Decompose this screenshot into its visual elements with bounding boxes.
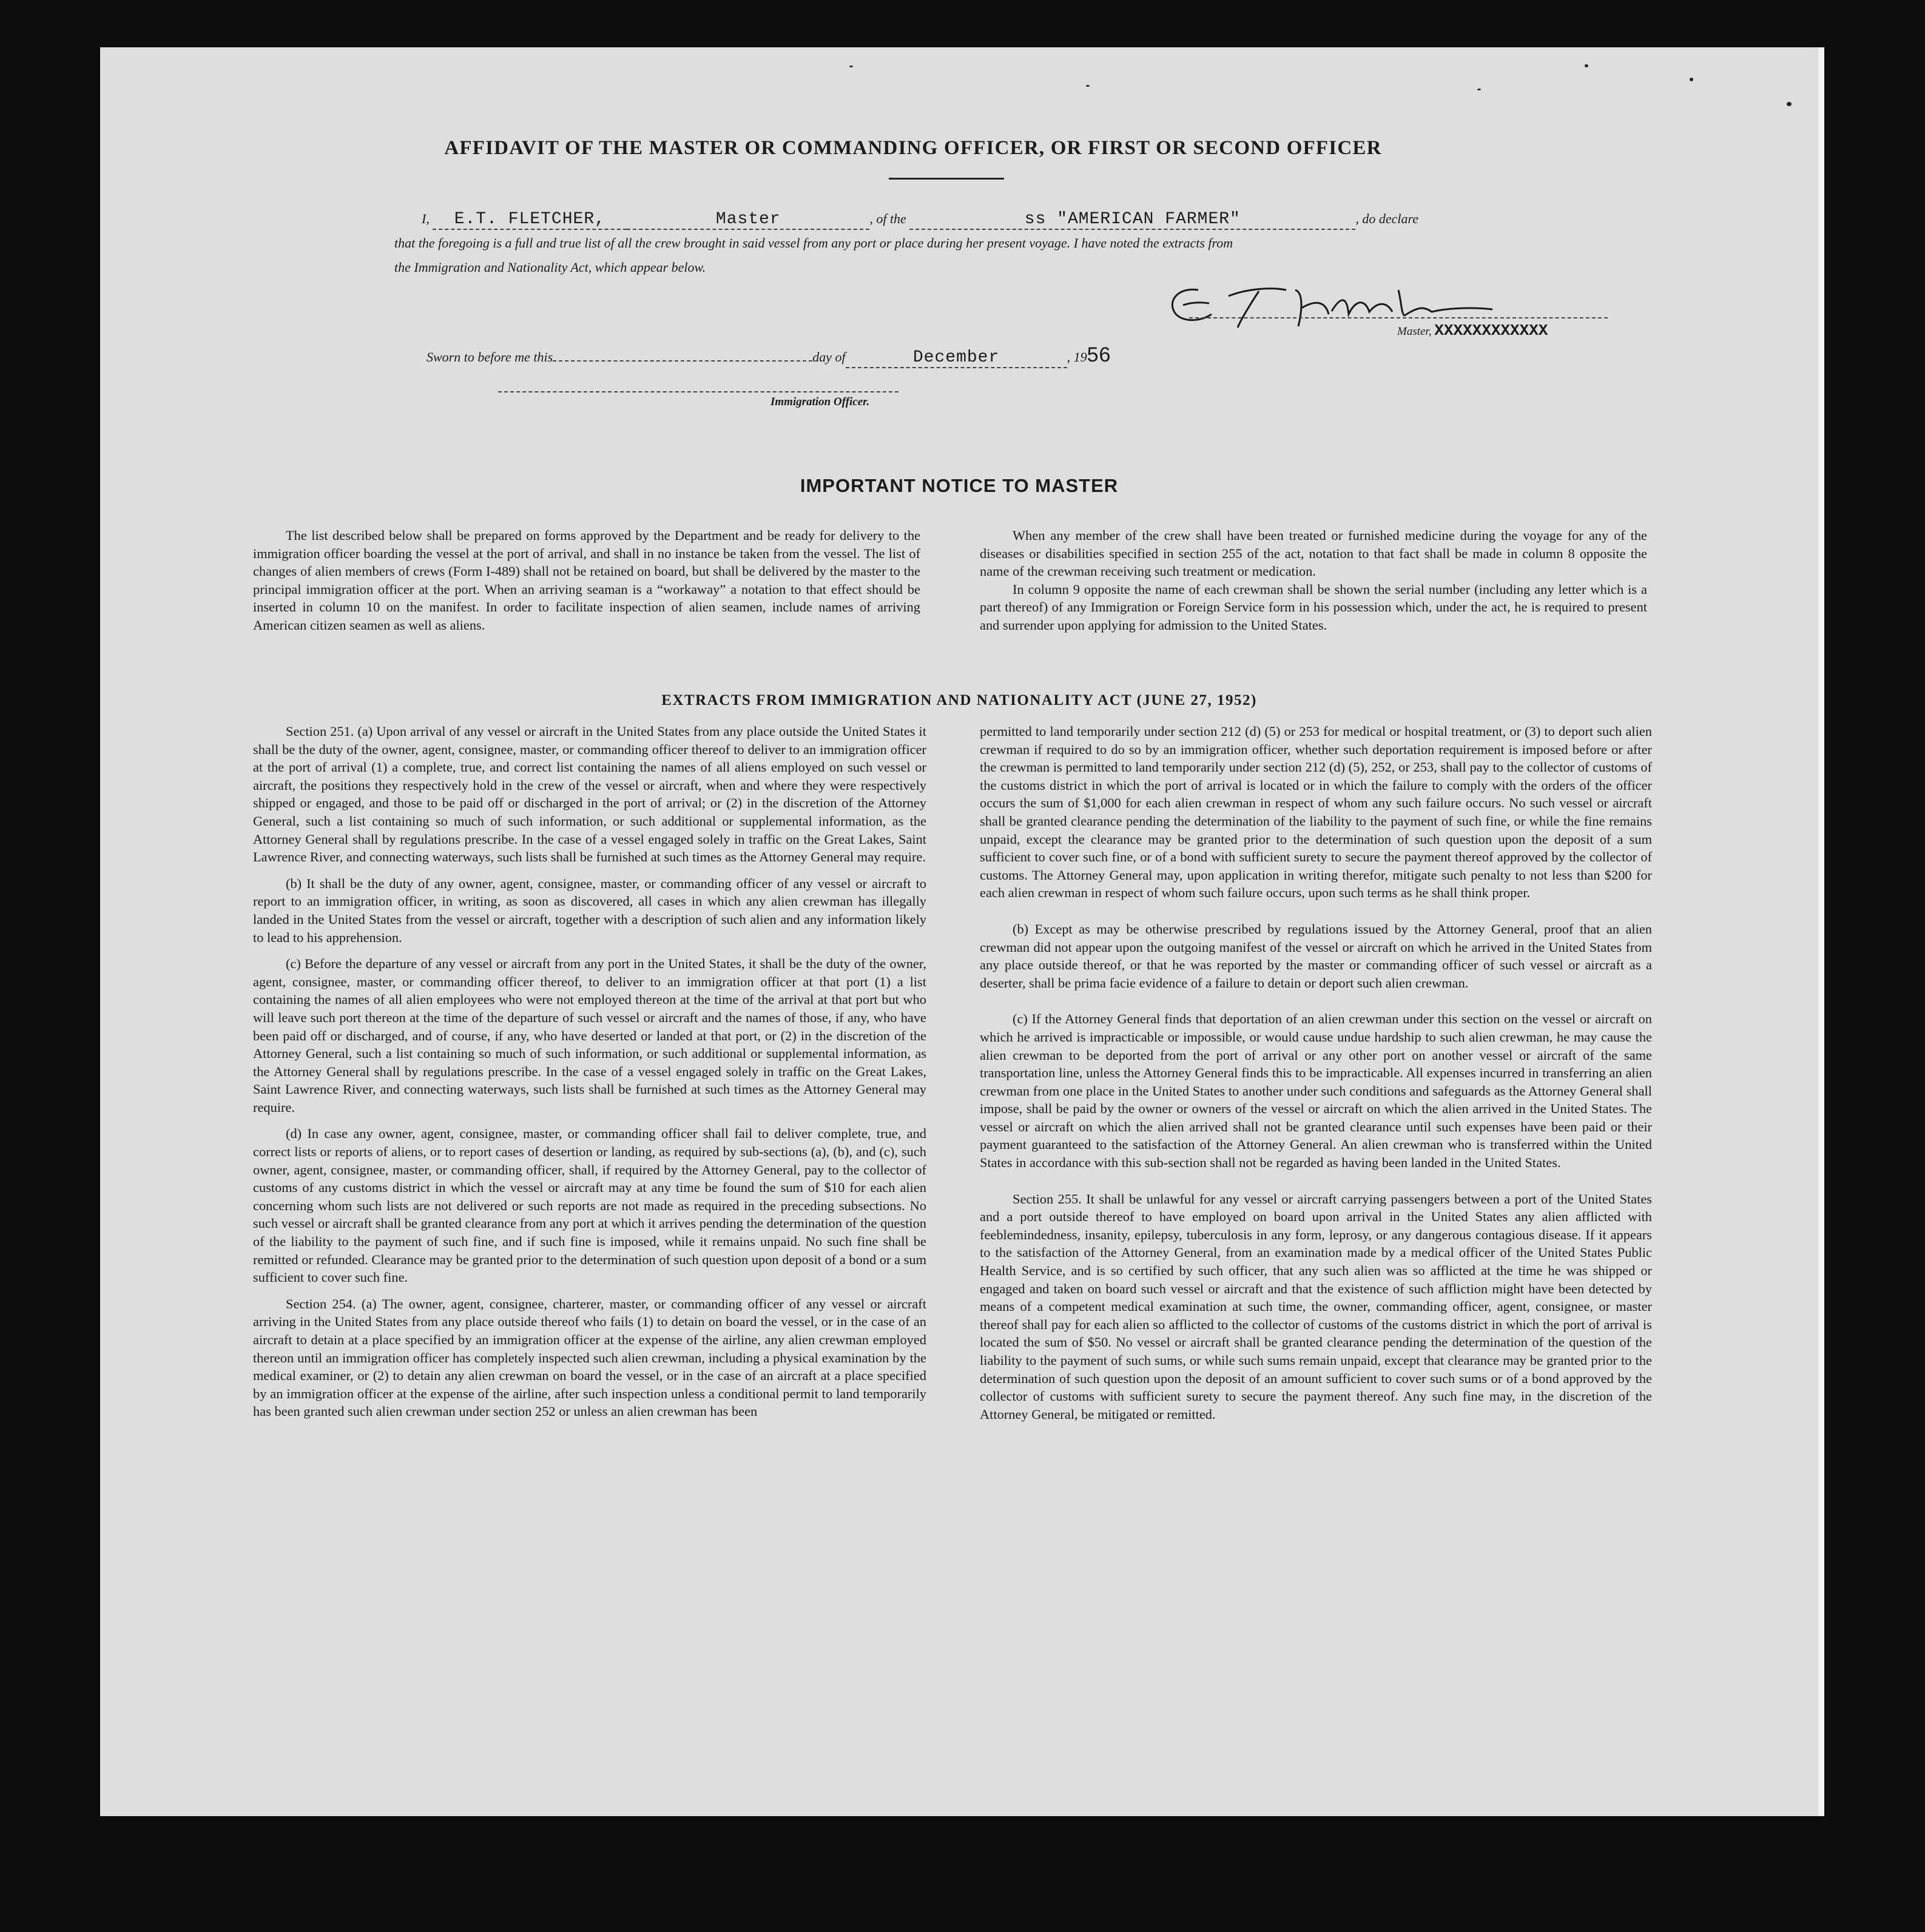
sworn-line	[426, 343, 1111, 368]
struck-officer-text: XXXXXXXXXXXX	[1434, 321, 1548, 340]
section-251c: (c) Before the departure of any vessel or aircraft from any port in the United States, it shall be the duty of the owner, agent, consignee, master, or commanding officer thereof, to deliver to an immigration officer at that port (1) a list containing the names of all alien employees who were not employed thereon at the time of the arrival at that port but who will leave such port thereon at the time of the departure of such vessel or aircraft and the names of those, if any, who have been paid off or discharged, and of course, if any, who have deserted or landed at that port, or (2) in the discretion of the Attorney General, such a list containing so much of such information, or such additional or supplemental information, as the Attorney General shall by regulations prescribe. In the case of a vessel engaged solely in traffic on the Great Lakes, Saint Lawrence River, and connecting waterways, such lists shall be furnished at such times as the Attorney General may require.	[253, 956, 926, 1115]
document-sheet	[100, 47, 1824, 1816]
sworn-year: 56	[1087, 343, 1111, 366]
master-label-group	[1397, 321, 1548, 340]
scan-speck	[1787, 102, 1792, 106]
section-254a-continued: permitted to land temporarily under section 212 (d) (5) or 253 for medical or hospital treatment, or (3) to deport such alien crewman if required to do so by an immigration officer, whether such deportation requirement is imposed before or after the crewman is permitted to land temporarily under section 212 (d) (5), 252, or 253, shall pay to the collector of customs of the customs district in which the port of arrival is located or in which the failure to comply with the orders of the officer occurs the sum of $1,000 for each alien crewman in respect of whom any such failure occurs. No such vessel or aircraft shall be granted clearance pending the determination of the liability to the payment of such fine, or while the fine remains unpaid, except the clearance may be granted prior to the determination of such question upon the deposit of a sum sufficient to cover such fine, or of a bond with sufficient surety to secure the payment thereof approved by the collector of customs. The Attorney General may, upon application in writing therefor, mitigate such penalty to not less than $200 for each alien crewman in respect of whom such failure occurs, upon such terms as he shall think proper.	[980, 724, 1652, 901]
section-251b: (b) It shall be the duty of any owner, agent, consignee, master, or commanding officer of any vessel or aircraft to report to an immigration officer, in writing, as soon as discovered, all cases in which any alien crewman has illegally landed in the United States from the vessel or aircraft, together with a description of such alien and any information likely to lead to his apprehension.	[253, 875, 926, 945]
statement-line-1: that the foregoing is a full and true list of all the crew brought in said vessel from any port or place during her present voyage. I have noted the extracts from	[394, 235, 1233, 251]
i-label: I,	[422, 211, 430, 226]
affidavit-title: AFFIDAVIT OF THE MASTER OR COMMANDING OFFICER, OR FIRST OR SECOND OFFICER	[444, 137, 1382, 159]
notice-right-paragraph-2: In column 9 opposite the name of each crewman shall be shown the serial number (including any letter which is a part thereof) of any Immigration or Foreign Service form in his possession which, under the act, he is required to present and surrender upon applying for admission to the United States.	[980, 581, 1647, 633]
scan-speck	[1585, 64, 1588, 67]
scan-speck	[849, 66, 853, 67]
year-prefix: , 19	[1067, 349, 1087, 365]
statement-line-2: the Immigration and Nationality Act, which appear below.	[394, 260, 706, 275]
scan-speck	[1477, 89, 1481, 90]
extracts-right-column	[980, 722, 1652, 1432]
notice-right-paragraph-1: When any member of the crew shall have been treated or furnished medicine during the voyage for any of the diseases or disabilities specified in section 255 of the act, notation to that fact shall be made in column 8 opposite the name of the crewman receiving such treatment or medication.	[980, 528, 1647, 579]
notice-left-paragraph: The list described below shall be prepared on forms approved by the Department and be ready for delivery to the immigration officer boarding the vessel at the port of arrival, and shall in no instance be taken from the vessel. The list of changes of alien members of crews (Form I-489) shall not be retained on board, but shall be delivered by the master to the principal immigration officer at the port. When an arriving seaman is a “workaway” a notation to that effect should be inserted in column 10 on the manifest. In order to facilitate inspection of alien seamen, include names of arriving American citizen seamen as well as aliens.	[253, 528, 920, 633]
title-rule	[889, 178, 1004, 180]
extracts-title: EXTRACTS FROM IMMIGRATION AND NATIONALITY ACT (JUNE 27, 1952)	[661, 692, 1257, 709]
immigration-officer-line	[498, 391, 898, 392]
sworn-day-field	[553, 360, 812, 362]
month-field	[846, 348, 1067, 368]
immigration-officer-label: Immigration Officer.	[770, 395, 870, 408]
notice-right-column	[980, 527, 1647, 634]
notice-title: IMPORTANT NOTICE TO MASTER	[800, 475, 1119, 496]
master-rank: Master	[715, 210, 781, 229]
sworn-month: December	[912, 348, 1000, 367]
scan-speck	[1690, 78, 1693, 81]
scan-speck	[1086, 85, 1090, 87]
section-254c: (c) If the Attorney General finds that deportation of an alien crewman under this section on the vessel or aircraft on which he arrived is impracticable or impossible, or would cause undue hardship to such alien crewman, he may cause the alien crewman to be deported from the port of arrival or any other port on another vessel or aircraft of the same transportation line, unless the Attorney General finds this to be impracticable. All expenses incurred in transferring an alien crewman from one place in the United States to another under such conditions and safeguards as the Attorney General shall impose, shall be paid by the owner or owners of the vessel or aircraft on which the alien arrived in the United States. The vessel or aircraft on which the alien arrived shall not be granted clearance until such expenses have been paid or their payment guaranteed to the satisfaction of the Attorney General. An alien crewman who is transferred within the United States in accordance with this sub-section shall not be regarded as having been landed in the United States.	[980, 1011, 1652, 1171]
section-251a: Section 251. (a) Upon arrival of any vessel or aircraft in the United States from any place outside the United States it shall be the duty of the owner, agent, consignee, master, or commanding officer thereof to deliver to an immigration officer at the port of arrival (1) a complete, true, and correct list containing the names of all aliens employed on such vessel or aircraft, the positions they respectively hold in the crew of the vessel or aircraft, when and where they were respectively shipped or engaged, and those to be paid off or discharged in the port of arrival; or (2) in the discretion of the Attorney General, such a list containing so much of such information, or such additional or supplemental information, as the Attorney General shall by regulations prescribe. In the case of a vessel engaged solely in traffic on the Great Lakes, Saint Lawrence River, and connecting waterways, such lists shall be furnished at such times as the Attorney General may require.	[253, 724, 926, 865]
master-label: Master,	[1397, 325, 1432, 338]
section-254b: (b) Except as may be otherwise prescribed by regulations issued by the Attorney General, proof that an alien crewman did not appear upon the outgoing manifest of the vessel or aircraft on which he arrived in the United States from any place outside thereof, or that he was reported by the master or commanding officer of such vessel or aircraft as a deserter, shall be prima facie evidence of a failure to detain or deport such alien crewman.	[980, 921, 1652, 991]
section-254a: Section 254. (a) The owner, agent, consignee, charterer, master, or commanding officer of any vessel or aircraft arriving in the United States from any place outside thereof who fails (1) to detain on board the vessel, or in the case of an aircraft to detain at a place specified by an immigration officer at the expense of the airline, any alien crewman employed thereon until an immigration officer has completely inspected such alien crewman, including a physical examination by the medical examiner, or (2) to detain any alien crewman on board the vessel, or in the case of an aircraft at a place specified by an immigration officer at the expense of the airline, after such inspection unless a conditional permit to land temporarily has been granted such alien crewman under section 252 or unless an alien crewman has been	[253, 1296, 926, 1419]
section-255: Section 255. It shall be unlawful for any vessel or aircraft carrying passengers between a port of the United States and a port outside thereof to have employed on board upon arrival in the United States any alien afflicted with feeblemindedness, insanity, epilepsy, tuberculosis in any form, leprosy, or any dangerous contagious disease. If it appears to the satisfaction of the Attorney General, from an examination made by a medical officer of the United States Public Health Service, and is so certified by such officer, that any such alien was so afflicted at the time he was shipped or engaged and taken on board such vessel or aircraft and that the existence of such affliction might have been detected by means of a competent medical examination at such time, the owner, commanding officer, agent, consignee, or master thereof shall pay for each alien so afflicted to the collector of customs of the customs district in which the port of arrival is located the sum of $50. No vessel or aircraft shall be granted clearance pending the determination of the question of the liability to the payment of such sums, or while such sums remain unpaid, except that clearance may be granted prior to the determination of such question upon the deposit of an amount sufficient to cover such sums or of a bond approved by the collector of customs with sufficient surety to secure the payment thereof. Any such fine may, in the discretion of the Attorney General, be mitigated or remitted.	[980, 1191, 1652, 1422]
of-the-label: , of the	[869, 211, 906, 226]
vessel-name: ss "AMERICAN FARMER"	[1024, 210, 1241, 229]
notice-left-column	[253, 527, 920, 634]
do-declare-label: , do declare	[1355, 211, 1418, 226]
extracts-left-column	[253, 722, 926, 1429]
sworn-label: Sworn to before me this	[426, 349, 553, 365]
master-name: E.T. FLETCHER,	[454, 210, 605, 229]
vessel-field	[909, 210, 1355, 230]
rank-field	[627, 210, 869, 230]
day-of-label: day of	[812, 349, 846, 365]
declaration-line	[422, 210, 1635, 230]
master-signature-line	[1189, 317, 1608, 318]
section-251d: (d) In case any owner, agent, consignee, master, or commanding officer shall fail to deliver complete, true, and correct lists or reports of aliens, or to report cases of desertion or landing, as required by sub-sections (a), (b), and (c), such owner, agent, consignee, master, or commanding officer, shall, if required by the Attorney General, pay to the collector of customs of any customs district in which the vessel or aircraft may at any time be found the sum of $10 for each alien concerning whom such lists are not delivered or such reports are not made as required in the preceding subsections. No such vessel or aircraft shall be granted clearance from any port at which it arrives pending the determination of the question of the liability to the payment of such fine, and if such fine is imposed, while it remains unpaid. No such fine shall be remitted or refunded. Clearance may be granted prior to the determination of such question upon deposit of a bond or a sum sufficient to cover such fine.	[253, 1126, 926, 1285]
name-field	[433, 210, 627, 230]
